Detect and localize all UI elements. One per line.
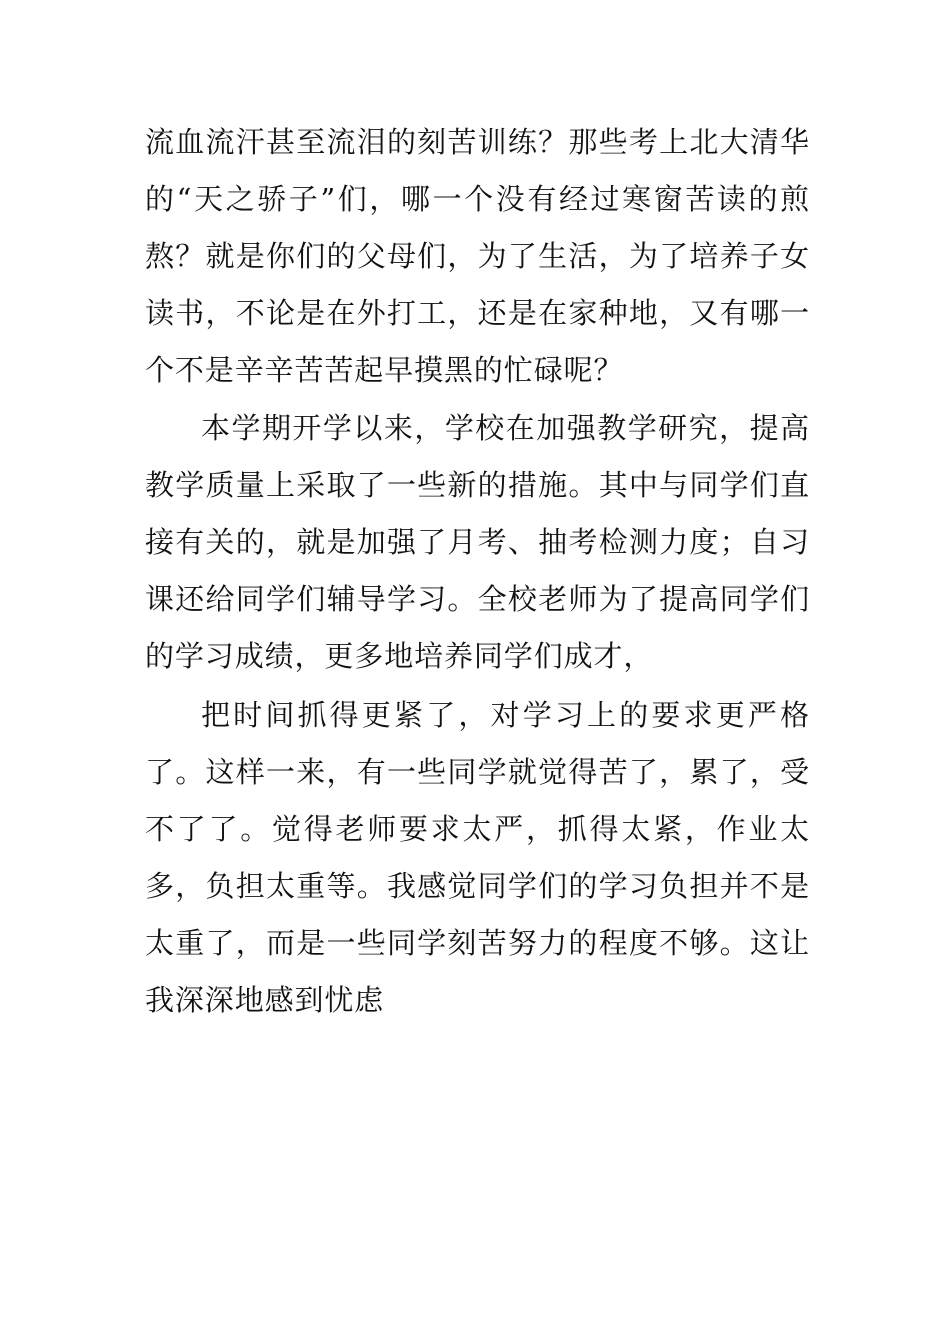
paragraph-1: 流血流汗甚至流泪的刻苦训练？那些考上北大清华的“天之骄子”们，哪一个没有经过寒窗苦读的煎熬？就是你们的父母们，为了生活，为了培养子女读书，不论是在外打工，还是在家种地，又有哪一个不是辛辛苦苦起早摸黑的忙碌呢？ xyxy=(145,125,810,387)
paragraph-3: 把时间抓得更紧了，对学习上的要求更严格了。这样一来，有一些同学就觉得苦了，累了，受不了了。觉得老师要求太严，抓得太紧，作业太多，负担太重等。我感觉同学们的学习负担并不是太重了，而是一些同学刻苦努力的程度不够。这让我深深地感到忧虑 xyxy=(145,698,810,1017)
paragraph-2: 本学期开学以来，学校在加强教学研究，提高教学质量上采取了一些新的措施。其中与同学们直接有关的，就是加强了月考、抽考检测力度；自习课还给同学们辅导学习。全校老师为了提高同学们的学习成绩，更多地培养同学们成才， xyxy=(145,411,810,673)
